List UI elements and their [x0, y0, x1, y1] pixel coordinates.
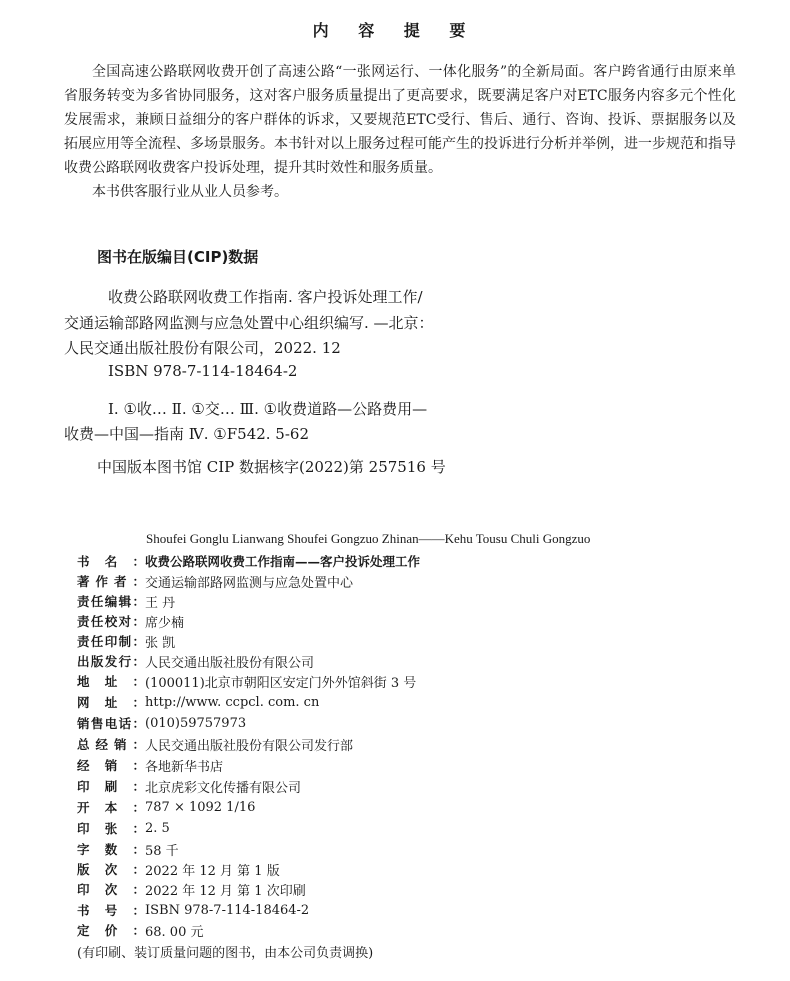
imprint-label: 书号：: [77, 903, 145, 918]
imprint-value: 人民交通出版社股份有限公司: [145, 655, 315, 671]
imprint-value: 2. 5: [145, 820, 170, 836]
imprint-value: 2022 年 12 月 第 1 版: [145, 863, 280, 879]
imprint-row: [77, 797, 255, 817]
imprint-row: [77, 859, 280, 879]
imprint-label: 总经销：: [77, 737, 145, 752]
imprint-row: [77, 839, 179, 859]
imprint-row: [77, 818, 170, 838]
cip-line: 人民交通出版社股份有限公司，2022. 12: [64, 339, 341, 357]
imprint-value: 各地新华书店: [145, 759, 224, 775]
imprint-row: [77, 920, 203, 940]
imprint-value: (100011)北京市朝阳区安定门外外馆斜街 3 号: [145, 675, 417, 691]
imprint-label: 版次：: [77, 862, 145, 877]
title-romanization: Shoufei Gonglu Lianwang Shoufei Gongzuo Zhinan——Kehu Tousu Chuli Gongzuo: [146, 531, 591, 546]
cip-line: Ⅰ. ①收… Ⅱ. ①交… Ⅲ. ①收费道路—公路费用—: [108, 400, 428, 418]
imprint-label: 印张：: [77, 821, 145, 836]
imprint-value: 收费公路联网收费工作指南——客户投诉处理工作: [145, 554, 421, 569]
imprint-value: 张 凯: [145, 635, 176, 651]
imprint-value: http://www. ccpcl. com. cn: [145, 694, 320, 710]
imprint-label: 开本：: [77, 800, 145, 815]
cip-line: 交通运输部路网监测与应急处置中心组织编写. —北京：: [64, 314, 434, 332]
imprint-label: 责任校对：: [77, 614, 145, 629]
imprint-row: [77, 755, 223, 775]
imprint-label: 经销：: [77, 758, 145, 773]
cip-heading: 图书在版编目(CIP)数据: [97, 248, 259, 266]
imprint-label: 网址：: [77, 695, 145, 710]
imprint-value: 王 丹: [145, 595, 176, 611]
imprint-label: 著作者：: [77, 574, 145, 589]
imprint-label: 定价：: [77, 923, 145, 938]
imprint-label: 销售电话：: [77, 716, 145, 731]
imprint-row: [77, 651, 314, 671]
imprint-value: 北京虎彩文化传播有限公司: [145, 780, 302, 796]
imprint-row: [77, 734, 353, 754]
cip-line: 中国版本图书馆 CIP 数据核字(2022)第 257516 号: [97, 458, 446, 476]
imprint-row: [77, 671, 416, 691]
imprint-row: [77, 611, 184, 631]
imprint-label: 印刷：: [77, 779, 145, 794]
imprint-label: 印次：: [77, 882, 145, 897]
imprint-row: [77, 900, 309, 920]
imprint-label: 出版发行：: [77, 654, 145, 669]
imprint-row: [77, 879, 306, 899]
imprint-row: [77, 713, 246, 733]
imprint-row: [77, 631, 175, 651]
imprint-label: 责任印制：: [77, 634, 145, 649]
imprint-value: 58 千: [145, 843, 179, 859]
imprint-value: (010)59757973: [145, 715, 247, 731]
imprint-value: ISBN 978-7-114-18464-2: [145, 902, 310, 918]
imprint-value: 席少楠: [145, 615, 185, 631]
cip-line: 收费公路联网收费工作指南. 客户投诉处理工作/: [108, 288, 423, 306]
imprint-value: 交通运输部路网监测与应急处置中心: [145, 575, 354, 591]
imprint-row: [77, 591, 175, 611]
cip-line: ISBN 978-7-114-18464-2: [108, 362, 298, 380]
imprint-value: 787 × 1092 1/16: [145, 799, 256, 815]
summary-paragraph: 全国高速公路联网收费开创了高速公路“一张网运行、一体化服务”的全新局面。客户跨省通行由原来单省服务转变为多省协同服务，这对客户服务质量提出了更高要求，既要满足客户对ETC服务内容多元个性化发展需求，兼顾日益细分的客户群体的诉求，又要规范ETC受行、售后、通行、咨询、投诉、票据服务以及拓展应用等全流程、多场景服务。本书针对以上服务过程可能产生的投诉进行分析并举例，进一步规范和指导收费公路联网收费客户投诉处理，提升其时效性和服务质量。: [64, 64, 736, 176]
imprint-row: [77, 551, 420, 571]
imprint-value: 68. 00 元: [145, 924, 204, 940]
imprint-value: 2022 年 12 月 第 1 次印刷: [145, 883, 306, 899]
cip-line: 收费—中国—指南 Ⅳ. ①F542. 5-62: [64, 425, 310, 443]
imprint-label: 地址：: [77, 674, 145, 689]
summary-section: [64, 60, 736, 204]
summary-paragraph: 本书供客服行业从业人员参考。: [92, 184, 288, 200]
imprint-label: 责任编辑：: [77, 594, 145, 609]
page-title: 内 容 提 要: [312, 21, 478, 40]
imprint-label: 书名：: [77, 554, 145, 569]
imprint-value: 人民交通出版社股份有限公司发行部: [145, 738, 354, 754]
imprint-row: [77, 692, 319, 712]
imprint-label: 字数：: [77, 842, 145, 857]
imprint-row: [77, 776, 301, 796]
quality-notice: (有印刷、装订质量问题的图书，由本公司负责调换): [77, 946, 374, 961]
imprint-row: [77, 571, 353, 591]
